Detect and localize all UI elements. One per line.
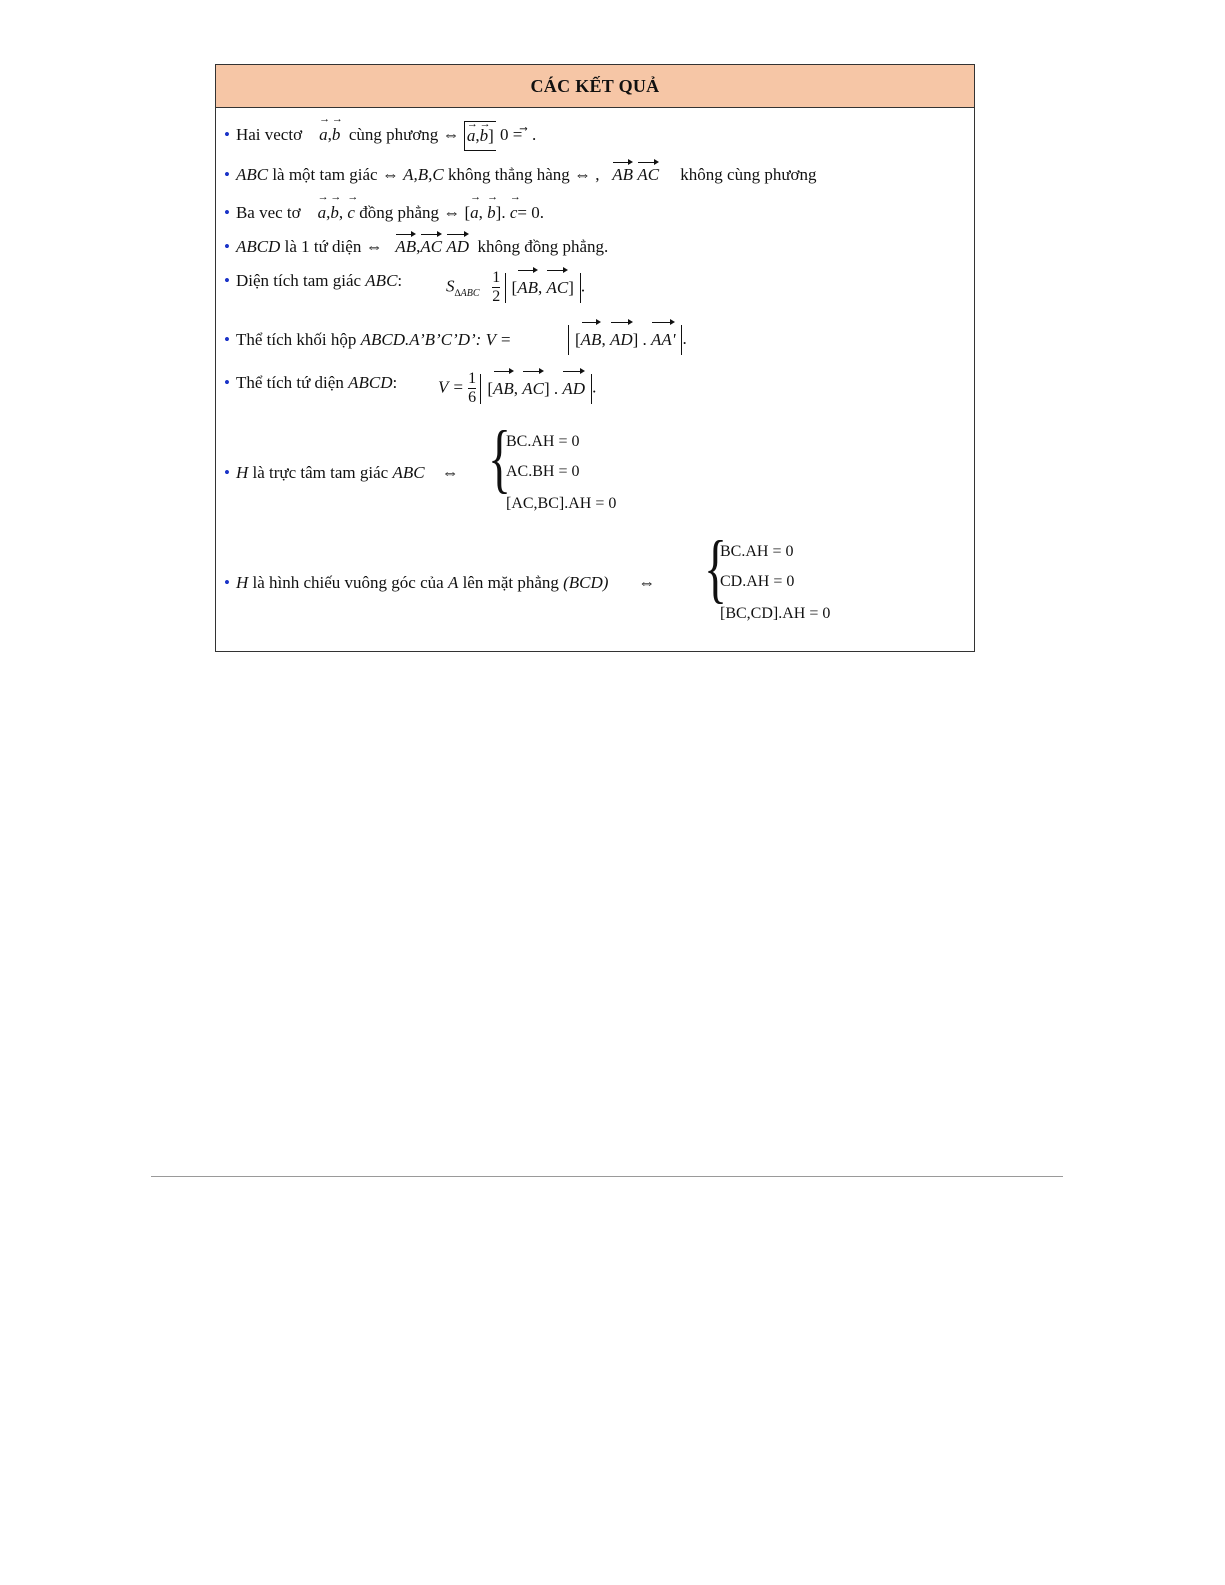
vector-ac: AC [546,273,568,303]
text: . [580,276,586,296]
text: là 1 tứ diện ⇔ [284,237,383,256]
math-abc: ABC [365,271,398,290]
row-box-volume [224,330,511,350]
text: 0 = ⃗ . [499,124,537,144]
text: Hai vectơ [235,124,303,144]
text: cùng phương ⇔ [348,124,460,144]
math-abcd: ABCD [348,373,393,392]
math-subscript: ∆ABC [454,287,480,299]
area-formula [446,269,585,306]
fraction [468,370,476,407]
row-orthocenter [224,463,459,483]
bullet: • [224,330,230,349]
text: ]. [495,203,510,222]
vector-ac: AC [637,165,660,184]
text: = 0. [517,203,544,222]
absolute-value: [AB, AC] . AD [480,374,592,404]
tetra-volume-formula [438,370,596,407]
system-line-3: [BC,CD].AH = 0 [720,605,831,622]
math-v: V = [438,377,464,397]
text: Thể tích khối hộp [235,330,357,349]
vector-b: b → [332,125,341,145]
text: Ba vec tơ [235,203,301,222]
numerator: 1 [468,370,477,387]
row-orthogonal-projection [224,573,655,593]
vector-ad: AD [610,325,633,355]
vector-ab: AB [395,237,417,256]
absolute-value: [AB, AC] [505,273,581,303]
text: là trực tâm tam giác [252,463,389,482]
vector-ad: AD [446,237,470,256]
footer-divider [151,1176,1063,1177]
vector-aa: AA' [651,325,675,355]
math-h: H [235,573,249,592]
bullet: • [224,237,230,256]
text: . [682,328,687,348]
box-volume-formula [568,325,687,355]
denominator: 6 [468,389,477,406]
denominator: 2 [492,288,501,305]
vector-c: c → [510,203,518,223]
vector-ab: AB [493,374,514,404]
vector-ab: AB [581,325,602,355]
bullet: • [224,165,230,184]
row-tetrahedron-volume [224,373,397,393]
text: , [327,124,332,144]
math-abc: ABC [392,463,425,482]
vector-ac: AC [522,374,544,404]
bullet: • [224,271,230,290]
math-plane: (BCD) [563,573,609,592]
bullet: • [224,463,230,482]
text: là hình chiếu vuông góc của [252,573,444,592]
system-line-3: [AC,BC].AH = 0 [506,495,617,512]
numerator: 1 [492,269,501,286]
text: không cùng phương [680,165,817,184]
bracket: a →,b →] [464,121,496,151]
bullet: • [224,573,230,592]
row-triangle-area [224,271,402,291]
vector-a: a → [319,125,328,145]
bullet: • [224,203,230,222]
iff-symbol: ⇔ [638,573,656,592]
vector-b: b → [330,203,339,223]
text: : V = [475,330,512,349]
text: không đồng phẳng. [477,237,609,256]
vector-ac: AC [420,237,443,256]
math-a: A [447,573,459,592]
vector-ad: AD [562,374,585,404]
text: là một tam giác ⇔ [272,165,399,184]
math-h: H [235,463,249,482]
vector-a: a → [318,203,327,223]
system-line-1: BC.AH = 0 [720,543,794,560]
math-s: S [446,276,455,296]
vector-ab: AB [517,273,538,303]
text: : [397,271,403,290]
text: Thể tích tứ diện [235,373,344,392]
text: . [592,377,597,397]
results-box [215,64,975,652]
system-brace: { [704,526,728,611]
math-box-name: ABCD.A’B’C’D’ [360,330,476,349]
vector-c: c → [347,203,355,223]
row-tetrahedron-condition: • ABCD là 1 tứ diện ⇔ AB,AC AD không đồng phẳng. [224,237,609,256]
text: : [392,373,398,392]
math-points: A,B,C [403,165,444,184]
bullet: • [224,124,230,144]
text: lên mặt phẳng [462,573,559,592]
text: Diện tích tam giác [235,271,362,290]
vector-b: b → [480,122,489,150]
row-triangle-condition [224,165,817,185]
text: đồng phẳng ⇔ [ [359,203,471,222]
fraction [492,269,500,306]
bullet: • [224,373,230,392]
system-line-2: AC.BH = 0 [506,463,580,480]
text: không thẳng hàng ⇔ , [447,165,600,184]
system-brace: { [488,416,512,501]
absolute-value: [AB, AD] . AA' [568,325,682,355]
vector-ab: AB [612,165,634,184]
system-line-2: CD.AH = 0 [720,573,795,590]
row-collinear-vectors [224,121,536,151]
vector-a: a → [470,203,479,223]
math-abc: ABC [235,165,269,184]
box-title: CÁC KẾT QUẢ [216,65,974,108]
system-line-1: BC.AH = 0 [506,433,580,450]
math-abcd: ABCD [235,237,281,256]
row-coplanar-vectors: • Ba vec tơ a →,b →, c → đồng phẳng ⇔ [a →, b →]. c →= 0. [224,203,544,223]
vector-b: b → [487,203,496,223]
vector-a: a → [467,122,476,150]
iff-symbol: ⇔ [441,463,459,482]
